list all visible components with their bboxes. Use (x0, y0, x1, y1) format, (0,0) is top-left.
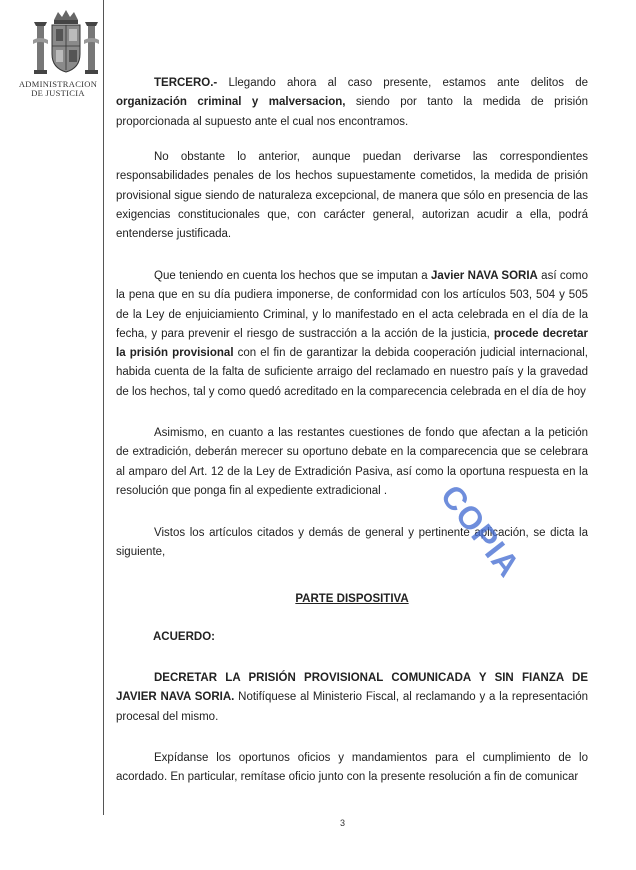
paragraph-decretar (116, 669, 588, 727)
text: Notifíquese al Ministerio Fiscal, al reclamando y a la representación procesal del mismo. (116, 691, 588, 723)
administration-label (10, 80, 106, 98)
paragraph-que-teniendo (116, 267, 588, 402)
admin-line-1: ADMINISTRACION (18, 79, 98, 89)
admin-line-2: DE JUSTICIA (31, 88, 85, 98)
tercero-label: TERCERO.- (154, 77, 218, 89)
bold-name: Javier NAVA SORIA (431, 270, 538, 282)
section-heading: PARTE DISPOSITIVA (295, 593, 409, 605)
bold-text: procede decretar la prisión provisional (116, 327, 588, 360)
text: así como la pena que en su día pudiera imponerse, de conformidad con los artículos 503, 504 y 505 de la Ley de enjuiciamiento Criminal, y lo manifestado en el acta celebrada en el día de la fecha, y para prevenir el riesgo de sustracción a la acción de la justicia, (116, 270, 588, 340)
bold-text: organización criminal y malversacion, (116, 96, 346, 109)
acuerdo-label: ACUERDO: (153, 631, 215, 643)
text: Llegando ahora al caso presente, estamos ante delitos de (217, 77, 588, 89)
text: Que teniendo en cuenta los hechos que se imputan a (154, 270, 432, 282)
paragraph-no-obstante: No obstante lo anterior, aunque puedan derivarse las correspondientes responsabilidades penales de los hechos supuestamente cometidos, la medida de prisión provisional sigue siendo de naturaleza excepcional, de manera que sólo en presencia de las exigencias constitucionales que, con carácter general, autorizan acudir a ella, podrá entenderse justificada. (116, 151, 588, 241)
coat-of-arms-icon (28, 6, 104, 82)
copia-stamp: COPIA (433, 478, 528, 584)
paragraph-expidanse: Expídanse los oportunos oficios y mandamientos para el cumplimiento de lo acordado. En particular, remítase oficio junto con la presente resolución a fin de comunicar (116, 752, 588, 784)
text: con el fin de garantizar la debida cooperación judicial internacional, habida cuenta de la falta de suficiente arraigo del reclamado en nuestro país y la gravedad de los hechos, tal y como quedó acreditado en la comparecencia celebrada en el día de hoy (116, 347, 588, 398)
paragraph-asimismo: Asimismo, en cuanto a las restantes cuestiones de fondo que afectan a la petición de extradición, deberán merecer su oportuno debate en la comparecencia que se celebrara al amparo del Art. 12 de la Ley de Extradición Pasiva, así como la oportuna respuesta en la resolución que ponga fin al expediente extradicional . (116, 427, 588, 497)
margin-rule (103, 0, 104, 815)
text: siendo por tanto la medida de prisión proporcionada al supuesto ante el cual nos encontramos. (116, 96, 588, 128)
paragraph-vistos: Vistos los artículos citados y demás de general y pertinente aplicación, se dicta la siguiente, (116, 527, 588, 559)
bold-text: DECRETAR LA PRISIÓN PROVISIONAL COMUNICADA Y SIN FIANZA DE JAVIER NAVA SORIA. (116, 672, 588, 704)
page-number: 3 (340, 818, 346, 828)
paragraph-tercero (116, 74, 588, 132)
